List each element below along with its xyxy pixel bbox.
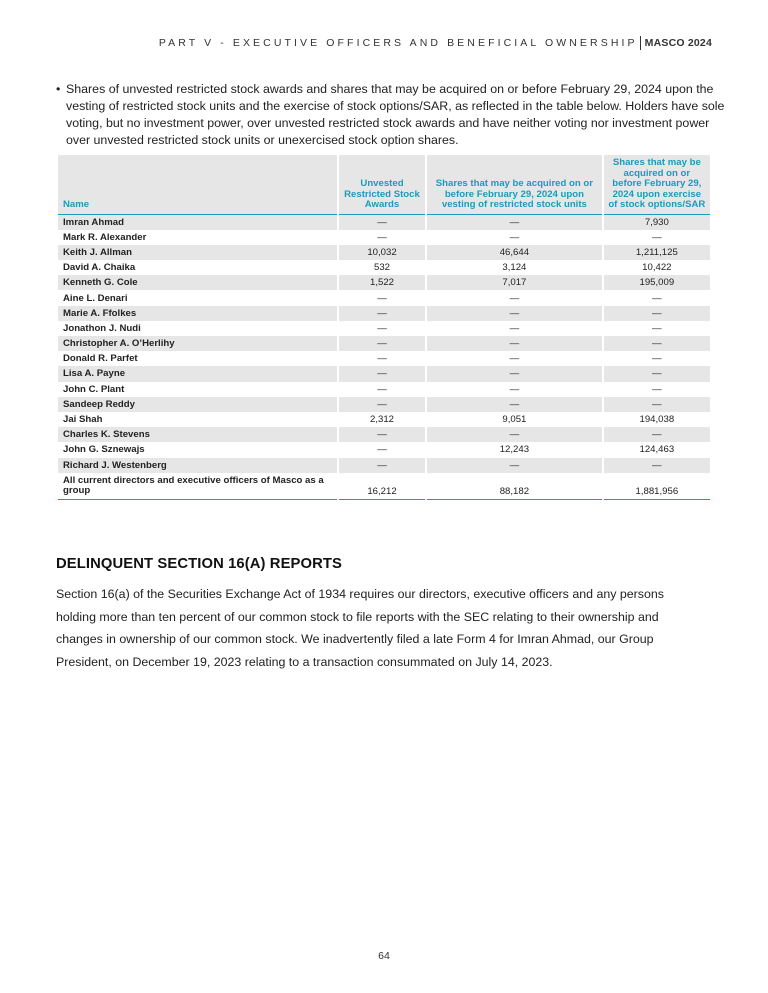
cell-units: 9,051 (502, 414, 527, 426)
cell-name: Christopher A. O’Herlihy (58, 336, 337, 351)
total-cell-options: 1,881,956 (604, 473, 710, 500)
cell-units: — (509, 383, 520, 395)
cell-awards: — (377, 231, 387, 243)
header-divider (640, 36, 641, 50)
bullet-text: Shares of unvested restricted stock awards and shares that may be acquired on or before February 29, 2024 upon the vesting of restricted stock units and the exercise of stock options/SAR, as reflected in the table below. Holders have sole voting, but no investment power, over unvested restricted stock awards and have neither voting nor investment power over unvested restricted stock units or unexercised stock option shares. (66, 82, 725, 147)
bullet-symbol: • (56, 82, 61, 96)
total-cell-awards: 16,212 (339, 473, 425, 500)
cell-name: Lisa A. Payne (58, 366, 337, 381)
table-row (58, 351, 710, 366)
cell-options: — (652, 383, 662, 395)
cell-name: Marie A. Ffolkes (58, 306, 337, 321)
table-row (58, 245, 710, 260)
cell-name: Donald R. Parfet (63, 353, 138, 365)
cell-awards: — (339, 458, 425, 473)
table-row (58, 458, 710, 473)
cell-options: 194,038 (639, 414, 675, 426)
cell-name: Richard J. Westenberg (58, 458, 337, 473)
table-row (58, 412, 710, 427)
cell-name: John G. Sznewajs (63, 444, 145, 456)
cell-options: — (652, 353, 662, 365)
cell-name: Jonathon J. Nudi (63, 322, 141, 334)
ownership-table (56, 155, 712, 500)
cell-name: John C. Plant (63, 383, 125, 395)
cell-units: — (427, 427, 602, 442)
cell-units: — (427, 215, 602, 230)
cell-awards: — (339, 306, 425, 321)
cell-options: — (652, 322, 662, 334)
cell-name: Jai Shah (63, 414, 103, 426)
cell-options: — (652, 231, 662, 243)
cell-awards: — (377, 383, 387, 395)
table-body (58, 215, 710, 500)
cell-units: — (509, 231, 520, 243)
cell-awards: — (377, 322, 387, 334)
table-row (58, 230, 710, 245)
cell-name: Imran Ahmad (58, 215, 337, 230)
running-header (159, 36, 712, 50)
cell-awards: 10,032 (339, 245, 425, 260)
cell-options: — (604, 366, 710, 381)
cell-options: — (604, 306, 710, 321)
table-row (58, 306, 710, 321)
cell-units: — (427, 366, 602, 381)
cell-options: 195,009 (604, 275, 710, 290)
cell-options: 1,211,125 (604, 245, 710, 260)
cell-awards: — (339, 336, 425, 351)
cell-units: 12,243 (499, 444, 530, 456)
cell-units: 3,124 (502, 262, 527, 274)
page-number: 64 (378, 950, 390, 962)
cell-name: Mark R. Alexander (63, 231, 147, 243)
cell-options: — (604, 427, 710, 442)
cell-awards: 532 (373, 262, 390, 274)
cell-options: 10,422 (642, 262, 672, 274)
column-header-options: Shares that may be acquired on or before February 29, 2024 upon exercise of stock options/SAR (604, 155, 710, 215)
header-section-title: PART V - EXECUTIVE OFFICERS AND BENEFICIAL OWNERSHIP (158, 37, 638, 49)
bullet-paragraph (56, 81, 726, 149)
cell-awards: 2,312 (369, 414, 394, 426)
cell-options: — (604, 336, 710, 351)
cell-awards: — (377, 353, 387, 365)
cell-options: 124,463 (639, 444, 675, 456)
cell-awards: — (339, 397, 425, 412)
cell-units: — (427, 306, 602, 321)
cell-name: Keith J. Allman (58, 245, 337, 260)
cell-name: Aine L. Denari (63, 292, 128, 304)
cell-units: — (427, 397, 602, 412)
column-header-name: Name (58, 155, 337, 215)
section-heading: DELINQUENT SECTION 16(A) REPORTS (56, 556, 343, 572)
section-body: Section 16(a) of the Securities Exchange Act of 1934 requires our directors, executive officers and any persons holding more than ten percent of our common stock to file reports with the SEC relating to their ownership and changes in ownership of our common stock. We inadvertently filed a late Form 4 for Imran Ahmad, our Group President, on December 19, 2023 relating to a transaction consummated on July 14, 2023. (56, 587, 664, 669)
cell-awards: — (377, 444, 387, 456)
cell-awards: — (339, 215, 425, 230)
cell-awards: — (339, 427, 425, 442)
cell-name: Sandeep Reddy (58, 397, 337, 412)
cell-units: 7,017 (427, 275, 602, 290)
table-row (58, 275, 710, 290)
table-row (58, 427, 710, 442)
cell-units: — (427, 336, 602, 351)
table-total-row (58, 473, 710, 500)
table-row (58, 336, 710, 351)
table-row (58, 215, 710, 230)
table-row (58, 290, 710, 305)
header-brand: MASCO 2024 (644, 37, 712, 49)
cell-options: — (604, 458, 710, 473)
cell-name: David A. Chaika (63, 262, 136, 274)
cell-name: Charles K. Stevens (58, 427, 337, 442)
total-cell-units: 88,182 (427, 473, 602, 500)
cell-units: — (509, 322, 520, 334)
table-row (58, 442, 710, 457)
total-cell-name: All current directors and executive officers of Masco as a group (58, 473, 337, 500)
column-header-units: Shares that may be acquired on or before February 29, 2024 upon vesting of restricted stock units (427, 155, 602, 215)
cell-awards: — (339, 366, 425, 381)
cell-units: — (427, 458, 602, 473)
cell-options: — (652, 292, 662, 304)
table-row (58, 382, 710, 397)
table-row (58, 321, 710, 336)
table-row (58, 397, 710, 412)
column-header-awards: Unvested Restricted Stock Awards (339, 155, 425, 215)
table-row (58, 366, 710, 381)
table-row (58, 260, 710, 275)
cell-units: — (509, 292, 520, 304)
cell-units: — (509, 353, 520, 365)
cell-name: Kenneth G. Cole (58, 275, 337, 290)
cell-awards: 1,522 (339, 275, 425, 290)
cell-options: 7,930 (604, 215, 710, 230)
table-header-row (58, 155, 710, 215)
cell-units: 46,644 (427, 245, 602, 260)
cell-awards: — (377, 292, 387, 304)
cell-options: — (604, 397, 710, 412)
